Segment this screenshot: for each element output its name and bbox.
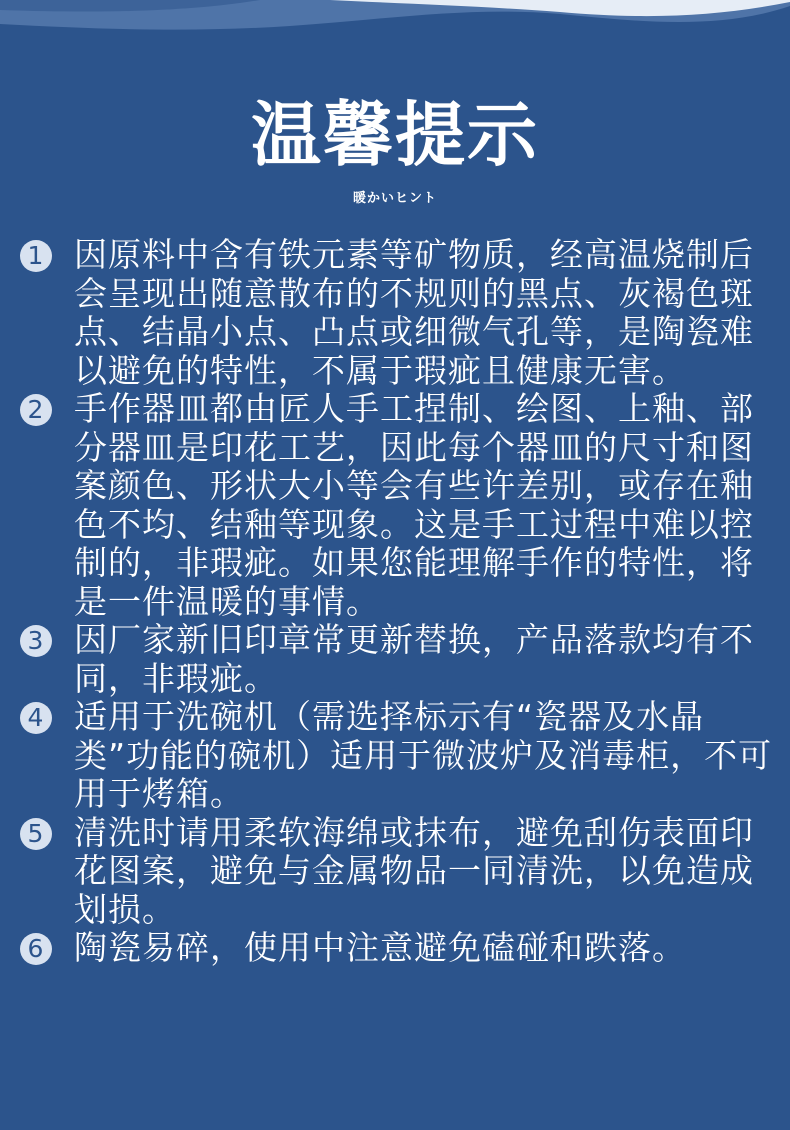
tip-text: 适用于洗碗机（需选择标示有“瓷器及水晶类”功能的碗机）适用于微波炉及消毒柜，不可用于烤箱。 [74,697,773,813]
page-title: 温馨提示 [251,94,539,176]
tip-item-3 [18,621,778,698]
page-subtitle: 暖かいヒント [352,191,437,206]
tip-text: 清洗时请用柔软海绵或抹布，避免刮伤表面印花图案，避免与金属物品一同清洗，以免造成划损。 [74,812,754,929]
top-wave-decoration [0,0,790,48]
tip-text: 陶瓷易碎，使用中注意避免磕碰和跌落。 [74,928,686,967]
tip-text: 因厂家新旧印章常更新替换，产品落款均有不同，非瑕疵。 [74,620,754,698]
tip-number-badge: 1 [20,240,52,272]
tip-item-2 [18,390,778,621]
tip-item-1 [18,236,778,390]
tip-number-badge: 6 [20,933,52,965]
tip-number-badge: 3 [20,625,52,657]
tip-item-6 [18,929,778,968]
tip-text: 因原料中含有铁元素等矿物质，经高温烧制后会呈现出随意散布的不规则的黑点、灰褐色斑点、结晶小点、凸点或细微气孔等，是陶瓷难以避免的特性，不属于瑕疵且健康无害。 [74,235,754,390]
tip-number-badge: 4 [20,702,52,734]
tip-text: 手作器皿都由匠人手工捏制、绘图、上釉、部分器皿是印花工艺，因此每个器皿的尺寸和图案颜色、形状大小等会有些许差别，或存在釉色不均、结釉等现象。这是手工过程中难以控制的，非瑕疵。如果您能理解手作的特性，将是一件温暖的事情。 [74,389,754,621]
tips-list [18,236,778,968]
tip-number-badge: 2 [20,394,52,426]
tip-number-badge: 5 [20,818,52,850]
tip-item-4 [18,698,778,814]
tip-item-5 [18,814,778,930]
